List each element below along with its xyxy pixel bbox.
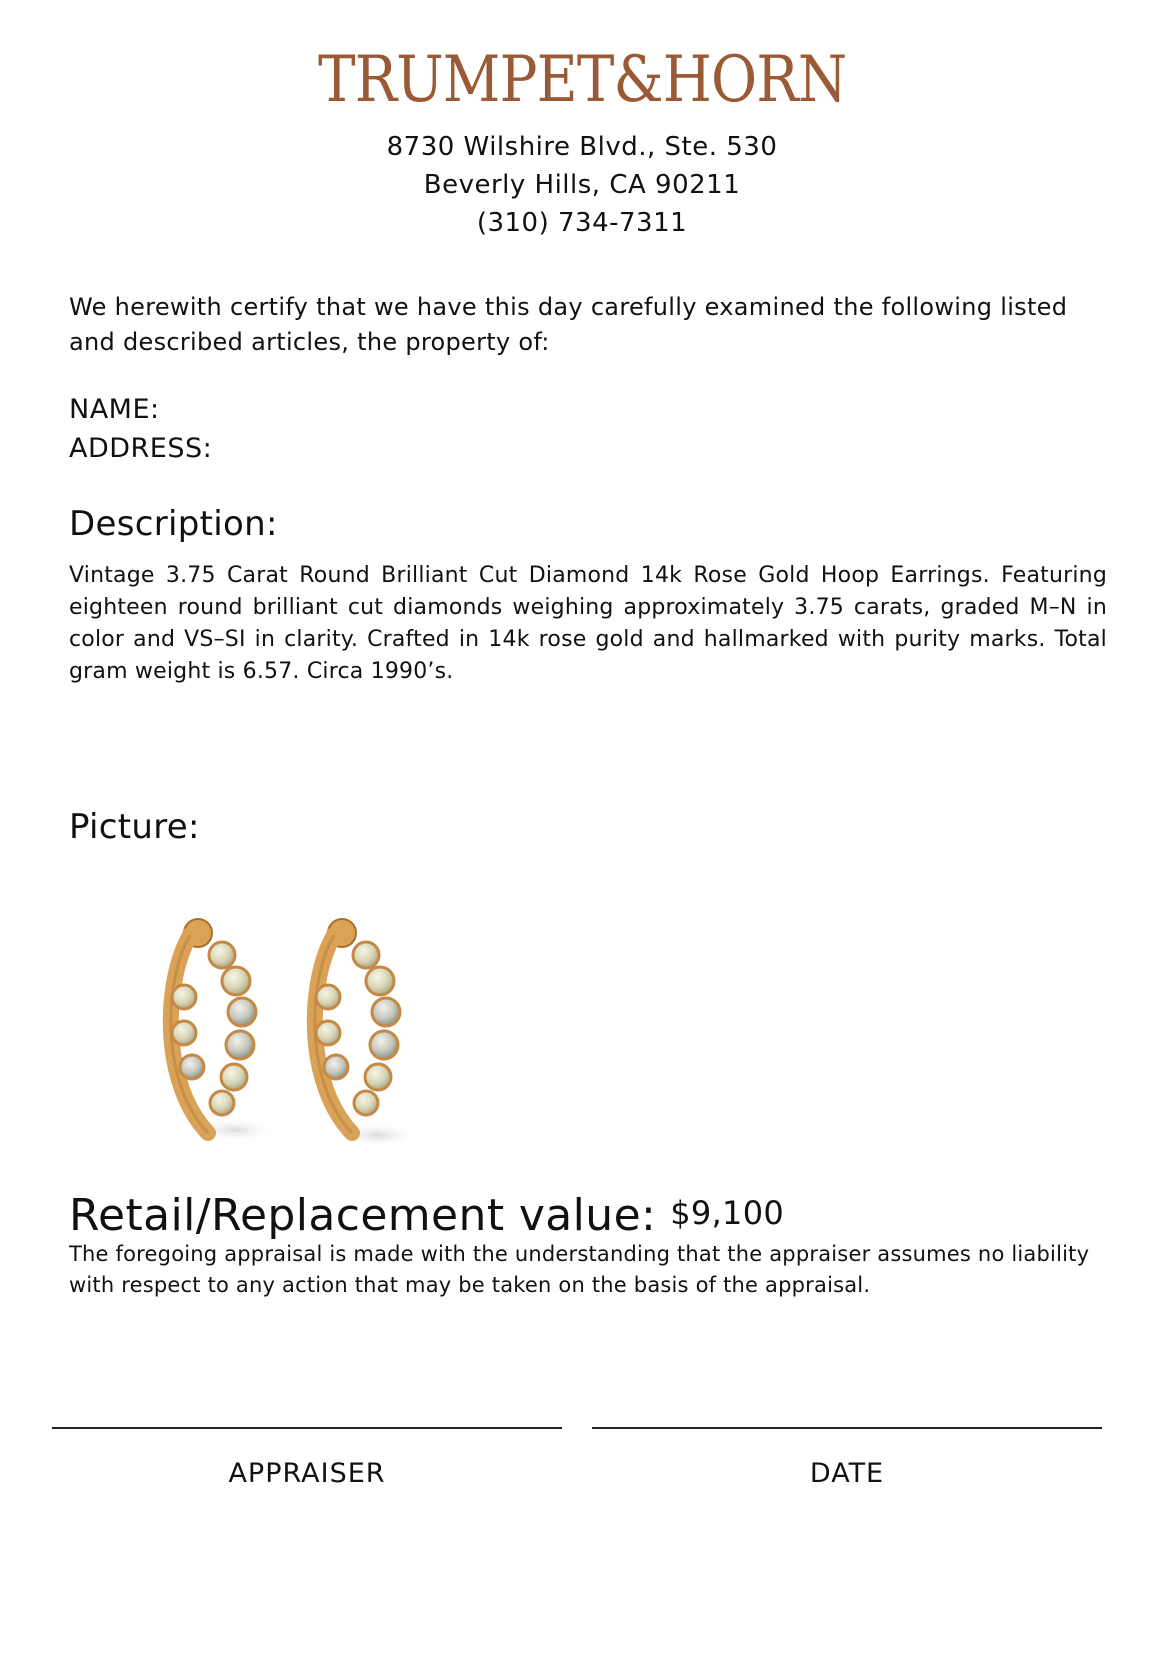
- brand-name: TRUMPET&HORN: [317, 43, 847, 117]
- value-label: Retail/Replacement value:: [69, 1190, 657, 1241]
- address-line-1: 8730 Wilshire Blvd., Ste. 530: [386, 132, 778, 162]
- disclaimer-text: The foregoing appraisal is made with the understanding that the appraiser assumes no liability with respect to any action that may be taken on the basis of the appraisal.: [69, 1242, 1090, 1297]
- description-text: Vintage 3.75 Carat Round Brilliant Cut Diamond 14k Rose Gold Hoop Earrings. Featuring eighteen round brilliant cut diamonds weighing approximately 3.75 carats, graded M–N in color and VS–SI in clarity. Crafted in 14k rose gold and hallmarked with purity marks. Total gram weight is 6.57. Circa 1990’s.: [69, 563, 1107, 684]
- description-heading: Description:: [69, 504, 278, 544]
- picture-heading: Picture:: [69, 807, 200, 847]
- business-address: [0, 128, 1164, 242]
- owner-fields: [69, 390, 212, 468]
- value-amount: $9,100: [670, 1194, 785, 1232]
- earrings-photo: [150, 895, 440, 1155]
- date-label: DATE: [809, 1458, 885, 1489]
- left-earring: [171, 919, 275, 1142]
- brand-logo: [0, 40, 1164, 120]
- phone-number: (310) 734-7311: [476, 208, 688, 238]
- date-signature-line: [592, 1427, 1102, 1429]
- address-line-2: Beverly Hills, CA 90211: [423, 170, 741, 200]
- certification-text: We herewith certify that we have this day carefully examined the following listed and described articles, the property of:: [69, 293, 1068, 356]
- appraiser-label: APPRAISER: [228, 1458, 386, 1489]
- valuation-line: [69, 1188, 784, 1244]
- appraiser-signature-line: [52, 1427, 562, 1429]
- address-label: ADDRESS:: [69, 433, 213, 464]
- name-label: NAME:: [69, 394, 160, 425]
- right-earring: [315, 919, 418, 1147]
